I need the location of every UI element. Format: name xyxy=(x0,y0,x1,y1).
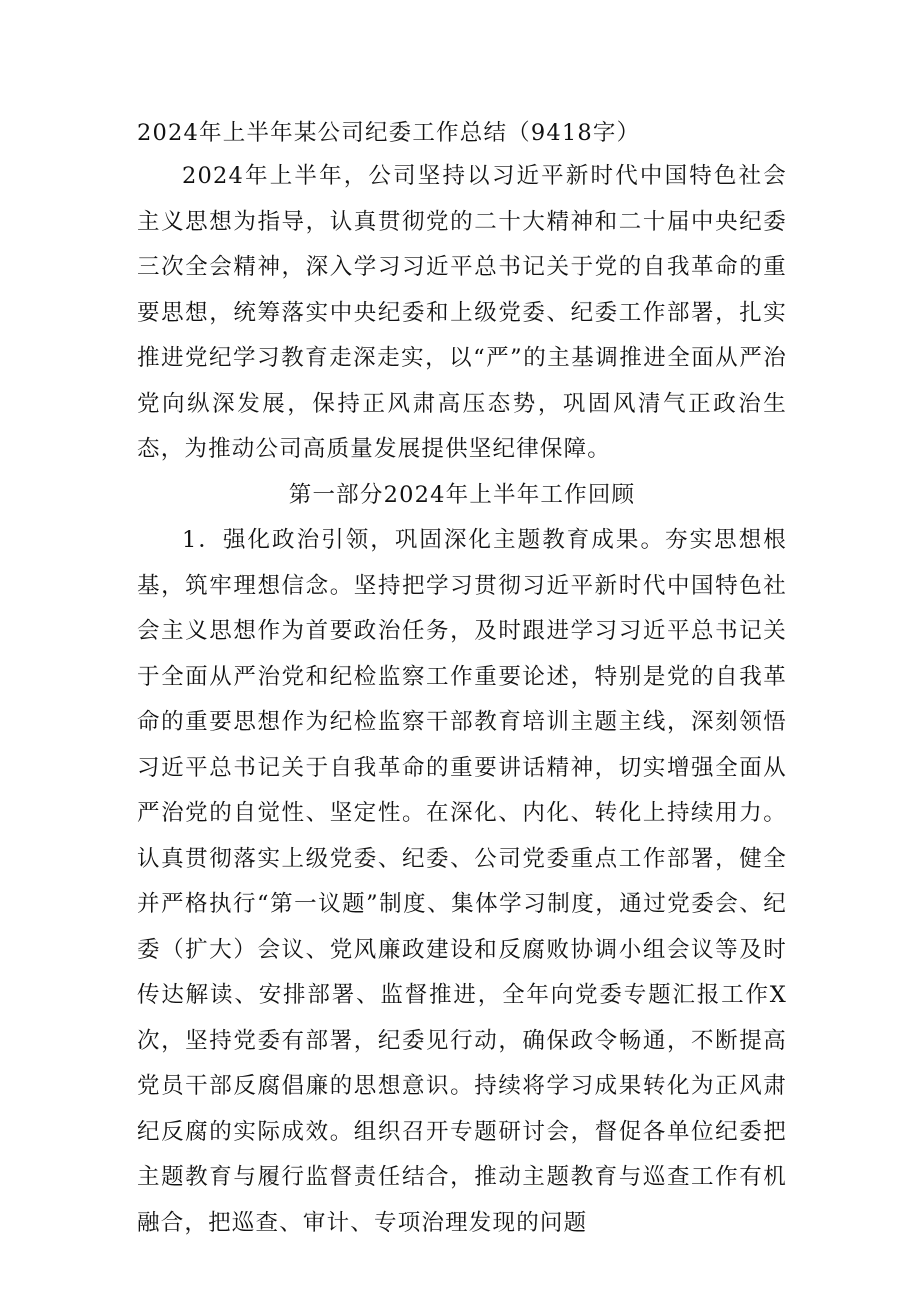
section-paragraph: 1．强化政治引领，巩固深化主题教育成果。夯实思想根基，筑牢理想信念。坚持把学习贯彻习近平新时代中国特色社会主义思想作为首要政治任务，及时跟进学习习近平总书记关于全面从严治党和纪检监察工作重要论述，特别是党的自我革命的重要思想作为纪检监察干部教育培训主题主线，深刻领悟习近平总书记关于自我革命的重要讲话精神，切实增强全面从严治党的自觉性、坚定性。在深化、内化、转化上持续用力。认真贯彻落实上级党委、纪委、公司党委重点工作部署，健全并严格执行“第一议题”制度、集体学习制度，通过党委会、纪委（扩大）会议、党风廉政建设和反腐败协调小组会议等及时传达解读、安排部署、监督推进，全年向党委专题汇报工作X次，坚持党委有部署，纪委见行动，确保政令畅通，不断提高党员干部反腐倡廉的思想意识。持续将学习成果转化为正风肃纪反腐的实际成效。组织召开专题研讨会，督促各单位纪委把主题教育与履行监督责任结合，推动主题教育与巡查工作有机融合，把巡查、审计、专项治理发现的问题 xyxy=(137,527,787,1236)
document-body xyxy=(137,118,787,1246)
section-heading: 第一部分2024年上半年工作回顾 xyxy=(288,481,636,508)
intro-paragraph: 2024年上半年，公司坚持以习近平新时代中国特色社会主义思想为指导，认真贯彻党的二十大精神和二十届中央纪委三次全会精神，深入学习习近平总书记关于党的自我革命的重要思想，统筹落实中央纪委和上级党委、纪委工作部署，扎实推进党纪学习教育走深走实，以“严”的主基调推进全面从严治党向纵深发展，保持正风肃高压态势，巩固风清气正政治生态，为推动公司高质量发展提供坚纪律保障。 xyxy=(137,163,787,462)
document-title: 2024年上半年某公司纪委工作总结（9418字） xyxy=(137,120,641,146)
